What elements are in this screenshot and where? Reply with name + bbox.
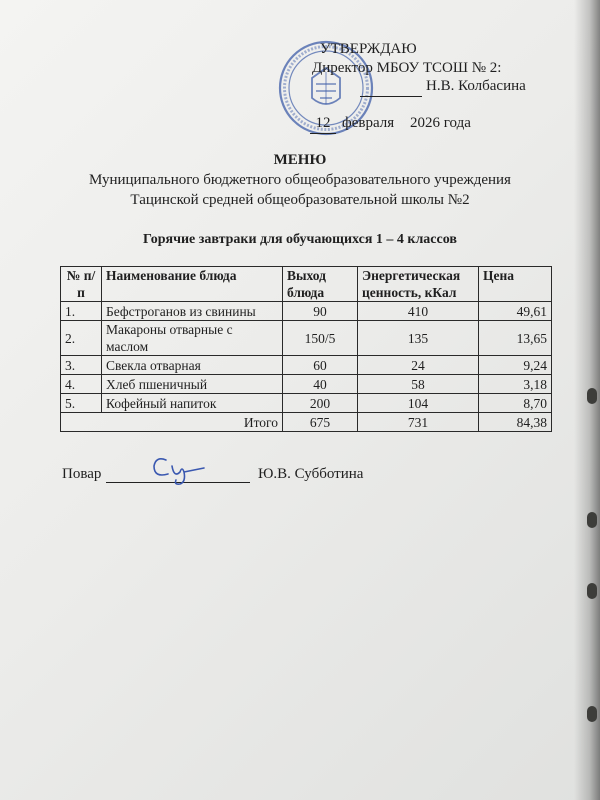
total-output: 675 [283,413,358,432]
table-row [61,302,552,321]
cell-price: 49,61 [479,302,552,321]
table-header-row [61,267,552,302]
total-price: 84,38 [479,413,552,432]
cell-output: 40 [283,375,358,394]
cook-name: Ю.В. Субботина [258,466,364,482]
cell-num: 4. [61,375,102,394]
approval-month: февраля [342,115,395,131]
cell-num: 2. [61,321,102,356]
table-row [61,394,552,413]
total-label: Итого [61,413,283,432]
cell-energy: 135 [358,321,479,356]
cell-energy: 410 [358,302,479,321]
cell-price: 3,18 [479,375,552,394]
header-output: Выход блюда [283,267,358,302]
binder-hole [587,706,597,722]
cell-energy: 58 [358,375,479,394]
header-price: Цена [479,267,552,302]
menu-table [60,266,552,432]
cell-output: 90 [283,302,358,321]
signature-underline [360,96,422,97]
table-total-row [61,413,552,432]
table-row [61,321,552,356]
cell-energy: 24 [358,356,479,375]
header-name: Наименование блюда [102,267,283,302]
header-energy: Энергетическая ценность, кКал [358,267,479,302]
cell-price: 13,65 [479,321,552,356]
cell-output: 60 [283,356,358,375]
cell-price: 9,24 [479,356,552,375]
approval-year: 2026 года [410,115,471,131]
cell-name: Свекла отварная [102,356,283,375]
approval-day: 12 [315,115,331,131]
menu-title: МЕНЮ [273,152,327,168]
header-num: № п/п [61,267,102,302]
title-block [0,150,600,210]
cell-output: 150/5 [283,321,358,356]
table-row [61,375,552,394]
total-energy: 731 [358,413,479,432]
menu-subtitle: Горячие завтраки для обучающихся 1 – 4 классов [143,232,457,247]
cook-label: Повар [62,466,102,482]
cell-price: 8,70 [479,394,552,413]
cell-num: 3. [61,356,102,375]
cell-num: 5. [61,394,102,413]
cell-name: Макароны отварные с маслом [102,321,283,356]
table-row [61,356,552,375]
cell-name: Хлеб пшеничный [102,375,283,394]
cook-signature-block [62,466,462,490]
cell-num: 1. [61,302,102,321]
day-underline [310,133,336,134]
cell-energy: 104 [358,394,479,413]
cell-output: 200 [283,394,358,413]
cook-handwritten-signature [146,452,210,486]
cell-name: Кофейный напиток [102,394,283,413]
approval-position: Директор МБОУ ТСОШ № 2: [312,60,502,76]
binder-hole [587,583,597,599]
org-name-line-1: Муниципального бюджетного общеобразовательного учреждения [89,172,511,188]
binder-hole [587,388,597,404]
approval-heading: УТВЕРЖДАЮ [320,41,417,57]
org-name-line-2: Тацинской средней общеобразовательной школы №2 [130,192,470,208]
binder-hole [587,512,597,528]
approval-signatory: Н.В. Колбасина [426,78,526,94]
cell-name: Бефстроганов из свинины [102,302,283,321]
